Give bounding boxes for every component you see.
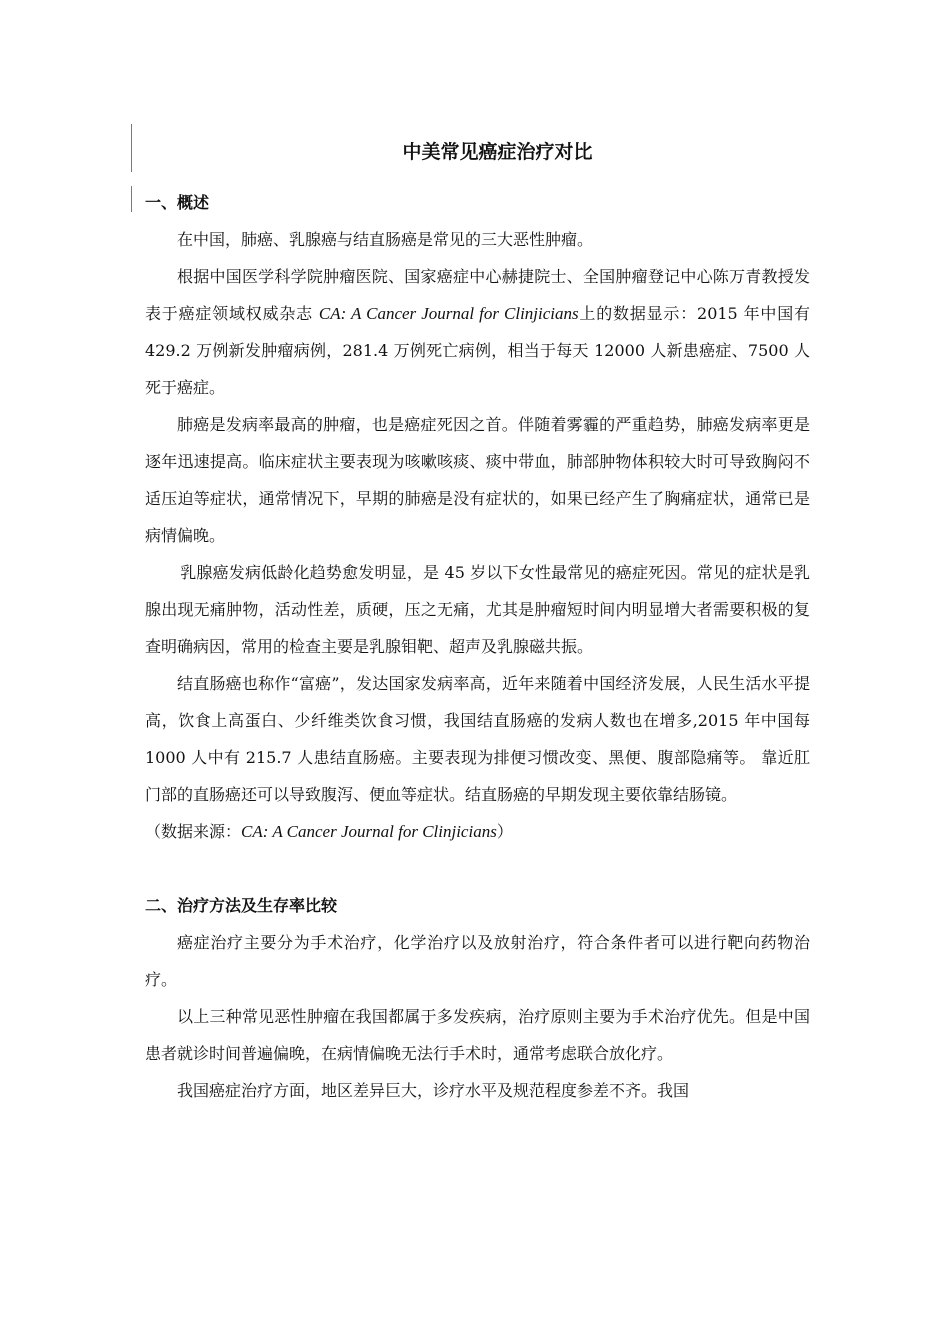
statistics-text-after: 上的数据显示：2015 年中国有 429.2 万例新发肿瘤病例，281.4 万例死亡病例，相当于每天 12000 人新患癌症、7500 人死于癌症。	[145, 304, 811, 397]
source-prefix: （数据来源：	[145, 822, 242, 841]
margin-mark-top	[131, 124, 132, 172]
paragraph-treatment-types: 癌症治疗主要分为手术治疗，化学治疗以及放射治疗，符合条件者可以进行靶向药物治疗。	[145, 933, 810, 989]
document-title: 中美常见癌症治疗对比	[402, 141, 593, 163]
paragraph-colorectal-cancer: 结直肠癌也称作“富癌”，发达国家发病率高，近年来随着中国经济发展，人民生活水平提高，饮食上高蛋白、少纤维类饮食习惯，我国结直肠癌的发病人数也在增多,2015 年中国每 1000 人中有 215.7 人患结直肠癌。主要表现为排便习惯改变、黑便、腹部隐痛等。 靠近肛门部的直肠癌还可以导致腹泻、便血等症状。结直肠癌的早期发现主要依靠结肠镜。	[145, 674, 810, 804]
paragraph-breast-cancer: 乳腺癌发病低龄化趋势愈发明显，是 45 岁以下女性最常见的癌症死因。常见的症状是乳腺出现无痛肿物，活动性差，质硬，压之无痛，尤其是肿瘤短时间内明显增大者需要积极的复查明确病因，常用的检查主要是乳腺钼靶、超声及乳腺磁共振。	[145, 563, 810, 656]
source-suffix: ）	[496, 822, 513, 841]
paragraph-intro: 在中国，肺癌、乳腺癌与结直肠癌是常见的三大恶性肿瘤。	[177, 230, 594, 249]
statistics-text-before: 根据中国医学科学院肿瘤医院、国家癌症中心赫捷院士、全国肿瘤登记中心陈万青教授发表于癌症领域权威杂志	[145, 267, 810, 323]
source-journal-name: CA: A Cancer Journal for Clinjicians	[241, 822, 497, 841]
data-source-note	[145, 813, 810, 850]
section-heading-treatment: 二、治疗方法及生存率比较	[145, 896, 338, 915]
paragraph-lung-cancer: 肺癌是发病率最高的肿瘤，也是癌症死因之首。伴随着雾霾的严重趋势，肺癌发病率更是逐年迅速提高。临床症状主要表现为咳嗽咳痰、痰中带血，肺部肿物体积较大时可导致胸闷不适压迫等症状，通常情况下，早期的肺癌是没有症状的，如果已经产生了胸痛症状，通常已是病情偏晚。	[145, 415, 810, 545]
journal-name: CA: A Cancer Journal for Clinjicians	[318, 304, 579, 323]
document-page	[145, 128, 810, 1109]
paragraph-statistics	[145, 258, 810, 406]
paragraph-treatment-principles: 以上三种常见恶性肿瘤在我国都属于多发疾病，治疗原则主要为手术治疗优先。但是中国患者就诊时间普遍偏晚，在病情偏晚无法行手术时，通常考虑联合放化疗。	[145, 1007, 810, 1063]
section-heading-overview: 一、概述	[145, 193, 210, 212]
margin-mark-bottom	[131, 186, 132, 212]
paragraph-regional-differences: 我国癌症治疗方面，地区差异巨大，诊疗水平及规范程度参差不齐。我国	[177, 1081, 690, 1100]
